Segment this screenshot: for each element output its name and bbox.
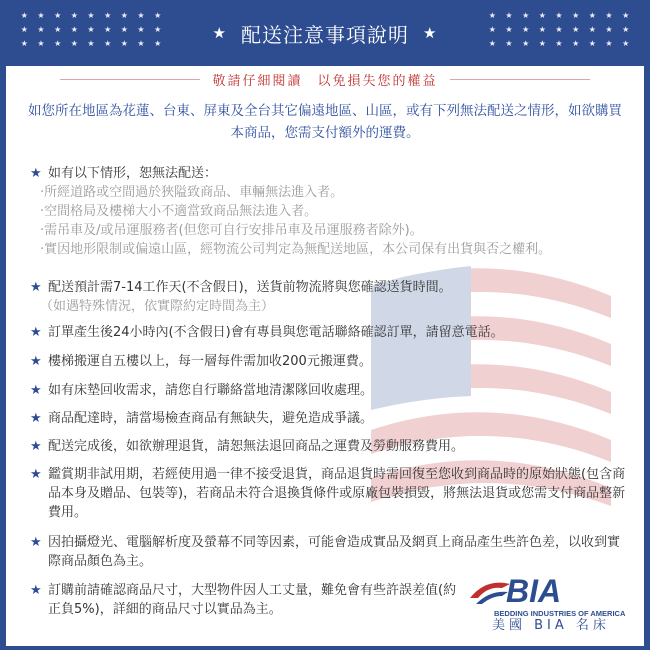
star-bullet-icon: ★ — [30, 411, 42, 426]
star-icon: ★ — [423, 24, 438, 42]
note-item — [30, 409, 630, 428]
star-bullet-icon: ★ — [30, 535, 42, 550]
condition-item: ‧空間格局及樓梯大小不適當致商品無法進入者。 — [40, 204, 318, 219]
condition-item: ‧需吊車及/或吊運服務者(但您可自行安排吊車及吊運服務者除外)。 — [40, 223, 423, 238]
star-bullet-icon: ★ — [30, 383, 42, 398]
note-text: 訂單產生後24小時內(不含假日)會有專員與您電話聯絡確認訂單，請留意電話。 — [48, 325, 504, 340]
divider — [450, 79, 590, 80]
star-bullet-icon: ★ — [30, 583, 42, 598]
note-subtext: （如遇特殊情況，依實際約定時間為主） — [40, 299, 275, 314]
star-field-left: ★ ★ ★ ★ ★ ★ ★ ★ ★ ★ ★ ★ ★ ★ ★ ★ ★ ★ ★ ★ ★ ★ ★ ★ ★ ★ ★ — [20, 11, 162, 48]
star-bullet-icon: ★ — [30, 325, 42, 340]
note-text: 配送預計需7-14工作天(不含假日)，送貨前物流將與您確認送貨時間。 — [48, 280, 452, 295]
intro-paragraph: 如您所在地區為花蓮、台東、屏東及全台其它偏遠地區、山區，或有下列無法配送之情形，如欲購買本商品，您需支付額外的運費。 — [28, 103, 622, 141]
note-item — [30, 323, 630, 342]
divider — [60, 79, 200, 80]
note-text: 配送完成後，如欲辦理退貨，請恕無法退回商品之運費及勞動服務費用。 — [48, 439, 465, 454]
conditions-heading: 如有以下情形，恕無法配送： — [48, 166, 218, 181]
note-item — [30, 465, 630, 522]
star-icon: ★ — [212, 24, 227, 42]
condition-item: ‧所經道路或空間過於狹隘致商品、車輛無法進入者。 — [40, 185, 344, 200]
star-bullet-icon: ★ — [30, 467, 42, 482]
header-banner — [0, 0, 650, 66]
star-bullet-icon: ★ — [30, 280, 42, 295]
notice-card — [6, 66, 644, 646]
note-item — [30, 381, 630, 400]
star-bullet-icon: ★ — [30, 166, 42, 181]
note-item — [30, 352, 630, 371]
note-text: 鑑賞期非試用期，若經使用過一律不接受退貨，商品退貨時需回復至您收到商品時的原始狀態(包含商品本身及贈品、包裝等)，若商品未符合退換貨條件或原廠包裝損毀，將無法退貨或您需支付商品整新費用。 — [48, 467, 626, 520]
star-bullet-icon: ★ — [30, 354, 42, 369]
note-text: 樓梯搬運自五樓以上，每一層每件需加收200元搬運費。 — [48, 354, 372, 369]
list-item — [30, 164, 630, 183]
page-title — [175, 0, 475, 66]
brand-name: 美國 BIA 名床 — [492, 618, 610, 633]
logo-tagline: BEDDING INDUSTRIES OF AMERICA — [494, 609, 626, 618]
note-text: 因拍攝燈光、電腦解析度及螢幕不同等因素，可能會造成實品及網頁上商品產生些許色差，以收到實際商品顏色為主。 — [48, 535, 621, 569]
note-item — [30, 581, 460, 619]
star-field-right: ★ ★ ★ ★ ★ ★ ★ ★ ★ ★ ★ ★ ★ ★ ★ ★ ★ ★ ★ ★ ★ ★ ★ ★ ★ ★ ★ — [488, 11, 630, 48]
note-text: 如有床墊回收需求，請您自行聯絡當地清潔隊回收處理。 — [48, 383, 374, 398]
condition-item: ‧實因地形限制或偏遠山區，經物流公司判定為無配送地區，本公司保有出貨與否之權利。 — [40, 242, 552, 257]
note-item — [30, 278, 630, 316]
subtitle: 敬請仔細閱讀 以免損失您的權益 — [212, 73, 438, 89]
star-bullet-icon: ★ — [30, 439, 42, 454]
subtitle-row — [6, 70, 644, 88]
note-text: 商品配達時，請當場檢查商品有無缺失，避免造成爭議。 — [48, 411, 374, 426]
logo-letters: BIA — [506, 573, 562, 609]
note-item — [30, 437, 630, 456]
conditions-section — [30, 164, 630, 259]
note-text: 訂購前請確認商品尺寸，大型物件因人工丈量，難免會有些許誤差值(約正負5%)，詳細的商品尺寸以實品為主。 — [48, 583, 457, 617]
page-title-text: 配送注意事項說明 — [241, 22, 409, 47]
